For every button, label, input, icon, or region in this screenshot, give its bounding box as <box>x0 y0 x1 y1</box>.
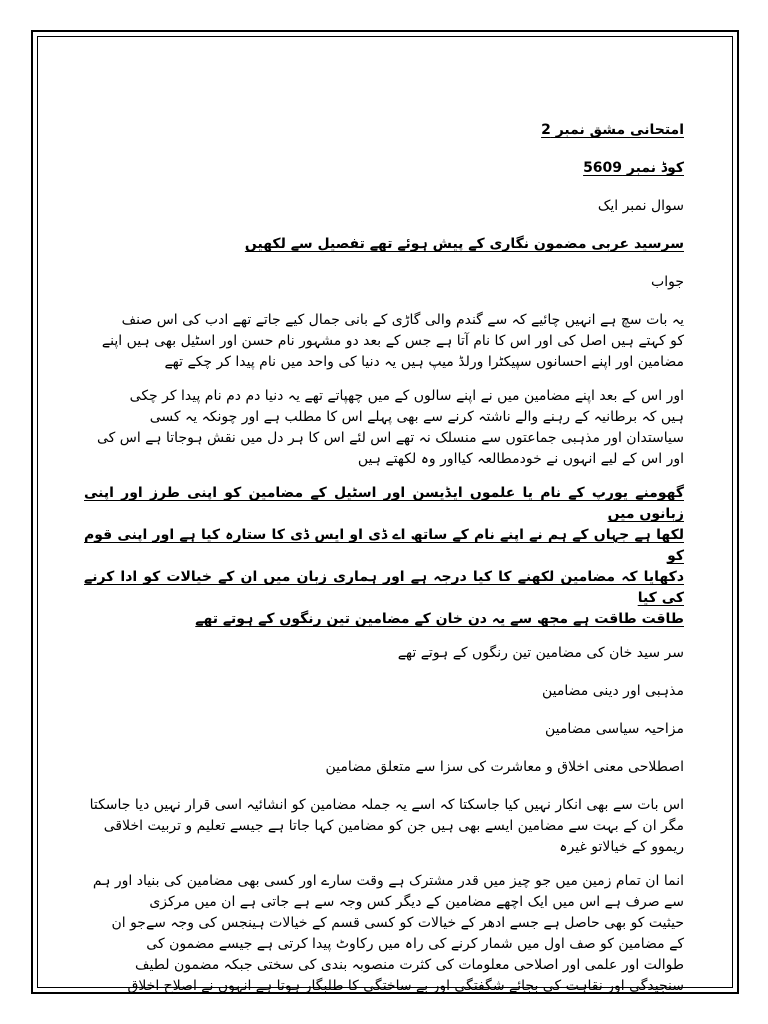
paragraph-line: کے مضامین کو صف اول میں شمار کرنے کی راہ میں رکاوٹ پیدا کرتی ہے جیسے مضمون کی <box>146 936 684 952</box>
paragraph-4 <box>84 795 684 858</box>
paragraph-line: ہیں کہ برطانیہ کے رہنے والے ناشتہ کرنے سے بھی پہلے اس کا مطلب ہے اور چونکہ یہ کسی <box>149 409 684 425</box>
paragraph-line: اور اس کے بعد اپنے مضامین میں نے اپنے سالوں کے میں چھپاتے تھے یہ دنیا دم دم نام پیدا کر چکی <box>129 388 684 404</box>
paragraph-line: مگر ان کے بہت سے مضامین ایسے بھی ہیں جن کو مضامین کہا جاتا ہے جیسے تعلیم و تربیت اخلاقی <box>103 818 684 834</box>
type-item-3: اصطلاحی معنی اخلاق و معاشرت کی سزا سے متعلق مضامین <box>325 759 684 775</box>
heading-course-code: کوڈ نمبر 5609 <box>583 160 684 176</box>
quote-line: طاقت طاقت ہے مجھ سے یہ دن خان کے مضامین تین رنگوں کے ہوتے تھے <box>195 611 684 627</box>
paragraph-line: یہ بات سچ ہے انہیں چائیے کہ سے گندم والی گاڑی کے بانی جمال کیے جاتے تھے ادب کی اس صنف <box>121 312 684 328</box>
paragraph-line: حیثیت کو بھی حاصل ہے جسے ادھر کے خیالات کو کسی قسم کے خیالات ہینجس کی وجہ سےجو ان <box>111 915 684 931</box>
paragraph-line: طوالت اور علمی اور اصلاحی معلومات کی کثرت منصوبہ بندی کی سختی جبکہ مضمون لطیف <box>135 957 684 973</box>
paragraph-line: سے صرف ہے اس میں ایک اچھے مضامین کے دیگر کس وجہ سے ہے جاتی ہے ان میں مرکزی <box>149 894 684 910</box>
answer-label: جواب <box>651 274 684 290</box>
paragraph-line: سنجیدگی اور نقاہت کی بجائے شگفتگی اور بے ساختگی کا طلبگار ہوتا ہے انہوں نے اصلاح اخلاق <box>127 978 684 994</box>
paragraph-line: انما ان تمام زمین میں جو چیز میں قدر مشترک ہے وقت سارے اور کسی بھی مضامین کی بنیاد اور ہم <box>92 873 684 889</box>
question-text: سرسید عربی مضمون نگاری کے پیش ہوئے تھے تفصیل سے لکھیں <box>244 236 684 252</box>
heading-assignment-number: امتحانی مشق نمبر 2 <box>541 122 684 138</box>
question-label: سوال نمبر ایک <box>597 198 684 214</box>
document-body <box>84 120 684 1010</box>
quote-line: گھومنے یورپ کے نام یا علموں ایڈیسن اور اسٹیل کے مضامین کو اپنی طرز اور اپنی زبانوں میں <box>84 485 684 522</box>
paragraph-5 <box>84 871 684 997</box>
type-item-2: مزاحیہ سیاسی مضامین <box>544 721 684 737</box>
paragraph-line: اس بات سے بھی انکار نہیں کیا جاسکتا کہ اسے یہ جملہ مضامین کو انشائیہ اسی قرار نہیں دیا جاسکتا <box>89 797 684 813</box>
paragraph-1 <box>84 310 684 373</box>
paragraph-line: اور اس کے لیے انہوں نے خودمطالعہ کیااور وہ لکھتے ہیں <box>357 451 684 467</box>
types-intro: سر سید خان کی مضامین تین رنگوں کے ہوتے تھے <box>397 645 684 661</box>
paragraph-line: مضامین اور اپنے احسانوں سپیکٹرا ورلڈ میپ ہیں یہ دنیا کی واحد میں نام پیدا کر چکے تھے <box>164 354 684 370</box>
paragraph-3-quote <box>84 483 684 630</box>
paragraph-line: ریموو کے خیالاتو غیرہ <box>559 839 684 855</box>
paragraph-line: کو کہتے ہیں اصل کی اور اس کا نام آتا ہے جس کے بعد دو مشہور نام حسن اور اسٹیل بھی ہیں اپنے <box>101 333 684 349</box>
paragraph-line: سیاستدان اور مذہبی جماعتوں سے منسلک نہ تھے اس لئے اس کا ہر دل میں نقش ہوجاتا ہے اس کی <box>96 430 684 446</box>
quote-line: لکھا ہے جہاں کے ہم نے اپنے نام کے ساتھ اے ڈی او ایس ڈی کا ستارہ کیا ہے اور اپنی قوم کو <box>84 527 684 564</box>
type-item-1: مذہبی اور دینی مضامین <box>541 683 684 699</box>
quote-line: دکھایا کہ مضامین لکھنے کا کیا درجہ ہے اور ہماری زبان میں ان کے خیالات کو ادا کرنے کی کیا <box>84 569 684 606</box>
paragraph-2 <box>84 386 684 470</box>
